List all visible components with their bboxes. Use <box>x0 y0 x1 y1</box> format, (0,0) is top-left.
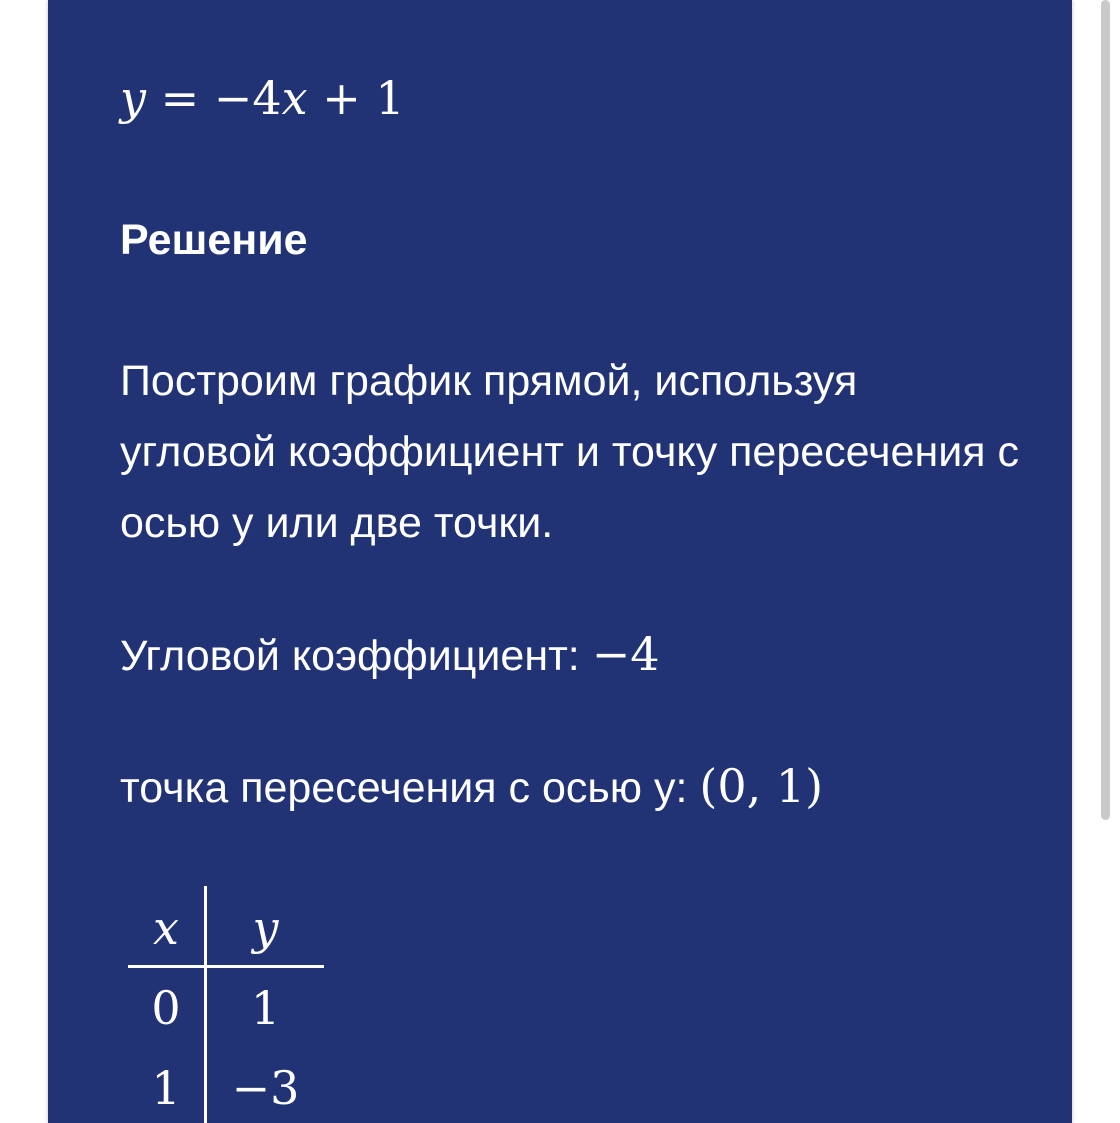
table-header-x: x <box>153 901 179 955</box>
vertical-scrollbar[interactable] <box>1101 0 1110 820</box>
solution-heading: Решение <box>120 216 308 264</box>
table-header-y: y <box>252 901 279 955</box>
table-cell-y: 1 <box>250 981 281 1035</box>
y-intercept-value: (0, 1) <box>699 759 824 813</box>
slope-label: Угловой коэффициент: <box>120 632 580 680</box>
y-intercept-line <box>120 756 823 818</box>
table-horizontal-divider <box>128 965 324 968</box>
slope-value: −4 <box>591 627 660 681</box>
table-cell-x: 0 <box>151 981 181 1035</box>
values-table <box>128 886 324 1123</box>
table-cell-y: −3 <box>231 1061 300 1115</box>
equation-constant: + 1 <box>322 71 405 125</box>
table-cell-x: 1 <box>151 1061 181 1115</box>
equation-lhs: y <box>120 71 146 125</box>
equation-coefficient: −4 <box>213 71 282 125</box>
slope-line <box>120 624 660 686</box>
equation <box>120 68 405 128</box>
equation-equals: = <box>160 71 200 125</box>
instruction-text: Построим график прямой, используя угловой коэффициент и точку пересечения с осью y или две точки. <box>120 357 1019 547</box>
equation-variable: x <box>281 71 308 125</box>
y-intercept-label: точка пересечения с осью y: <box>120 764 688 812</box>
